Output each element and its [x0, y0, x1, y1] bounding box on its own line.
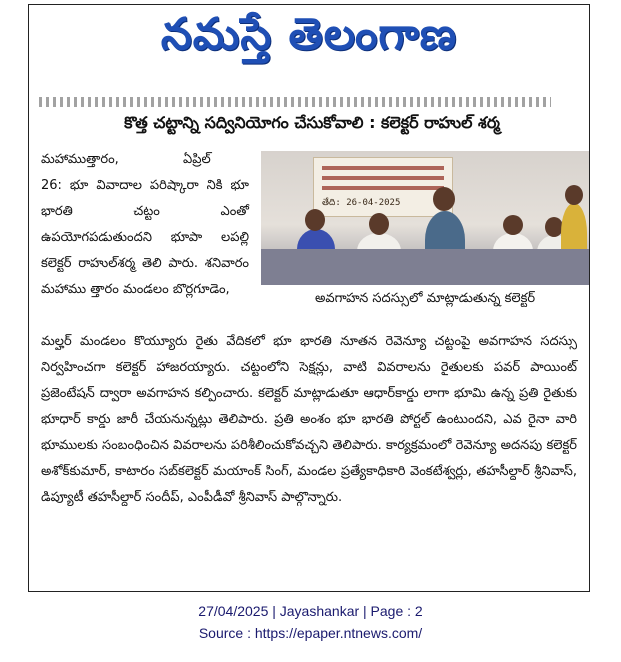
masthead-title: నమస్తే తెలంగాణ — [160, 9, 458, 60]
table-cloth — [261, 249, 589, 285]
dateline-city: మహాముత్తారం, — [41, 152, 119, 167]
person-head — [369, 213, 389, 235]
dateline-date: ఏప్రిల్ — [183, 152, 211, 167]
clipping-cut-line — [39, 97, 551, 107]
footer-source-line: Source : https://epaper.ntnews.com/ — [198, 625, 423, 641]
footer-date-line: 27/04/2025 | Jayashankar | Page : 2 — [198, 603, 423, 619]
article-body-text — [41, 329, 577, 511]
masthead — [29, 9, 589, 71]
clipping-footer — [0, 600, 621, 644]
newspaper-clipping — [28, 4, 590, 592]
event-banner — [313, 157, 453, 217]
person-head — [565, 185, 583, 205]
article-column-text: 26: భూ వివాదాల పరిష్కారా నికి భూ భారతి చట్టం ఎంతో ఉపయోగపడుతుందని భూపా లపల్లి కలెక్టర్ రాహుల్‌శర్మ తెలి పారు. శనివారం మహాము త్తారం మండలం బొర్లగూడెం, — [41, 178, 249, 297]
article-body-paragraph: మల్హర్ మండలం కొయ్యూరు రైతు వేదికలో భూ భారతి నూతన రెవెన్యూ చట్టంపై అవగాహన సదస్సు నిర్వహించగా కలెక్టర్ హాజరయ్యారు. చట్టంలోని సెక్షన్లు, వాటి వివరాలను రైతులకు పవర్ పాయింట్ ప్రజెంటేషన్ ద్వారా అవగాహన కల్పించారు. కలెక్టర్ మాట్లాడుతూ ఆధార్‌కార్డు లాగా భూమి ఉన్న ప్రతి రైతుకు భూధార్ కార్డు జారీ చేయనున్నట్లు తెలిపారు. ప్రతి అంశం భూ భారతి పోర్టల్ ఉంటుందని, ఎవ రైనా వారి భూములకు సంబంధించిన వివరాలను పరిశీలించుకోవచ్చని తెలిపారు. కార్యక్రమంలో రెవెన్యూ అదనపు కలెక్టర్ అశోక్‌కుమార్, కాటారం సబ్‌కలెక్టర్ మయాంక్ సింగ్, మండల ప్రత్యేకాధికారి వెంకటేశ్వర్లు, తహసీల్దార్ శ్రీనివాస్, డిప్యూటీ తహసీల్దార్ సందీప్, ఎంపీడీవో శ్రీనివాస్ పాల్గొన్నారు. — [41, 334, 577, 505]
article-headline: కొత్త చట్టాన్ని సద్వినియోగం చేసుకోవాలి : కలెక్టర్ రాహుల్ శర్మ — [124, 112, 500, 132]
person-head — [503, 215, 523, 235]
person-head — [433, 187, 455, 211]
photo-caption: అవగాహన సదస్సులో మాట్లాడుతున్న కలెక్టర్ — [314, 291, 536, 306]
article-photo — [261, 151, 589, 285]
banner-date: తేది: 26-04-2025 — [322, 198, 401, 208]
person-head — [305, 209, 325, 231]
